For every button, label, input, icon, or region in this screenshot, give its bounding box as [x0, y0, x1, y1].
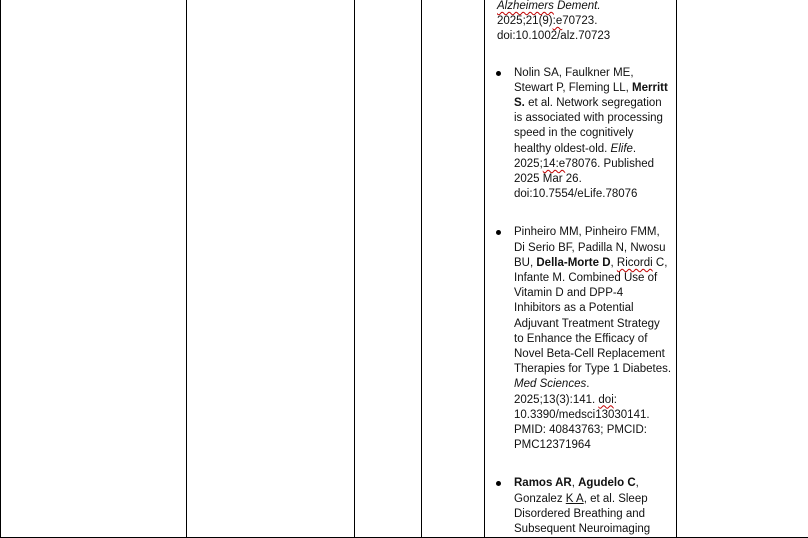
reference-author-name: Ricordi — [617, 257, 653, 269]
table-cell-col1 — [1, 0, 187, 538]
reference-authors: Nolin SA, Faulkner ME, Stewart P, Fleming LL, — [514, 67, 634, 94]
table-cell-col6 — [677, 0, 808, 538]
bullet-icon — [496, 71, 501, 76]
reference-tail: 78076. Published 2025 Mar 26. doi:10.7554/eLife.78076 — [514, 158, 654, 200]
citation-page-prefix: :e — [553, 15, 563, 27]
reference-separator: , — [572, 477, 578, 489]
reference-year: . 2025; — [514, 143, 636, 170]
reference-title: , et al. Sleep Disordered Breathing and Subsequent Neuroimaging — [514, 493, 650, 535]
reference-continued — [497, 0, 672, 45]
citation-doi: doi:10.1002/alz.70723 — [497, 30, 610, 42]
table-row — [1, 0, 808, 538]
table-cell-col2 — [187, 0, 355, 538]
table-cell-col4 — [422, 0, 485, 538]
reference-authors: , Gonzalez — [514, 477, 639, 504]
reference-volume: 14:e — [543, 158, 565, 170]
table-cell-col3 — [355, 0, 422, 538]
reference-author-highlight: Ramos AR — [514, 477, 572, 489]
journal-suffix: Dement. — [554, 0, 601, 12]
reference-bullets — [495, 66, 672, 538]
reference-author-initials: K A — [566, 493, 584, 505]
reference-author-highlight: Merritt S. — [514, 82, 668, 109]
reference-title: et al. Network segregation is associated with processing speed in the cognitively healthy oldest-old. — [514, 97, 663, 155]
citation-page: 70723. — [562, 15, 597, 27]
reference-author-highlight: Agudelo C — [578, 477, 636, 489]
reference-tail: : 10.3390/medsci13030141. PMID: 40843763; PMCID: PMC12371964 — [514, 394, 650, 452]
bullet-icon — [496, 230, 501, 235]
table-cell-references — [485, 0, 677, 538]
reference-doi-label: doi — [598, 394, 613, 406]
list-item — [495, 225, 672, 453]
reference-authors: Pinheiro MM, Pinheiro FMM, Di Serio BF, Padilla N, Nwosu BU, — [514, 226, 665, 268]
reference-author-highlight: Della-Morte D — [536, 257, 610, 269]
list-item — [495, 66, 672, 203]
references-list — [485, 0, 676, 537]
citation-volume: 2025;21(9) — [497, 15, 553, 27]
journal-name: Alzheimers — [497, 0, 554, 12]
bullet-icon — [496, 481, 501, 486]
reference-separator: , — [611, 257, 617, 269]
reference-year: . 2025;13(3):141. — [514, 378, 598, 405]
reference-journal: Elife — [611, 143, 633, 155]
reference-title: Combined Use of Vitamin D and DPP-4 Inhibitors as a Potential Adjuvant Treatment Strategy to Enhance the Efficacy of Novel Beta-Cell Replacement Therapies for Type 1 Diabetes. — [514, 272, 671, 375]
reference-journal: Med Sciences — [514, 378, 586, 390]
reference-authors-tail: C, Infante M. — [514, 257, 667, 284]
list-item — [495, 476, 672, 537]
